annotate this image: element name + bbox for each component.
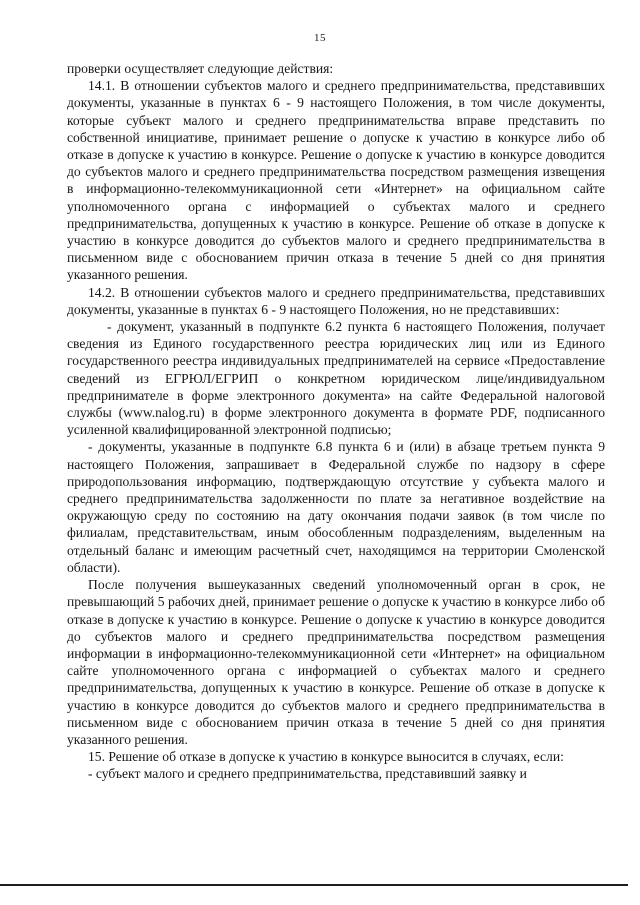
paragraph-intro: проверки осуществляет следующие действия: — [67, 61, 334, 76]
paragraph-14-2: 14.2. В отношении субъектов малого и среднего предпринимательства, представивших документы, указанные в пунктах 6 - 9 настоящего Положения, но не представивших: — [67, 284, 605, 317]
page-number: 15 — [314, 32, 326, 44]
paragraph-14-1: 14.1. В отношении субъектов малого и среднего предпринимательства, представивших документы, указанные в пунктах 6 - 9 настоящего Положения, в том числе документы, которые субъект малого и среднего предпринимательства вправе представить по собственной инициативе, принимает решение о допуске к участию в конкурсе либо об отказе в допуске к участию в конкурсе. Решение о допуске к участию в конкурсе доводится до субъектов малого и среднего предпринимательства посредством размещения извещения в информационно-телекоммуникационной сети «Интернет» на официальном сайте уполномоченного органа с информацией о субъектах малого и среднего предпринимательства, допущенных к участию в конкурсе. Решение об отказе в допуске к участию в конкурсе доводится до субъектов малого и среднего предпринимательства в письменном виде с обоснованием причин отказа в течение 5 дней со дня принятия указанного решения. — [67, 78, 605, 283]
list-item-subject: - субъект малого и среднего предпринимательства, представивший заявку и — [88, 766, 527, 782]
bottom-divider — [0, 884, 628, 886]
list-item-egrul: - документ, указанный в подпункте 6.2 пункта 6 настоящего Положения, получает сведения из Единого государственного реестра юридических лиц или из Единого государственного реестра индивидуальных предпринимателей на сервисе «Предоставление сведений из ЕГРЮЛ/ЕГРИП о конкретном юридическом лице/индивидуальном предпринимателе в форме электронного документа» на сайте Федеральной налоговой службы (www.nalog.ru) в форме электронного документа в формате PDF, подписанного усиленной квалифицированной электронной подписью; — [67, 319, 605, 438]
paragraph-15: 15. Решение об отказе в допуске к участию в конкурсе выносится в случаях, если: — [88, 749, 564, 765]
document-body — [67, 60, 605, 783]
paragraph-after-receipt: После получения вышеуказанных сведений уполномоченный орган в срок, не превышающий 5 рабочих дней, принимает решение о допуске к участию в конкурсе либо об отказе в допуске к участию в конкурсе. Решение о допуске к участию в конкурсе доводится до субъектов малого и среднего предпринимательства посредством размещения информации в информационно-телекоммуникационной сети «Интернет» на официальном сайте уполномоченного органа с информацией о субъектах малого и среднего предпринимательства, допущенных к участию в конкурсе. Решение об отказе в допуске к участию в конкурсе доводится до субъектов малого и среднего предпринимательства в письменном виде с обоснованием причин отказа в течение 5 дней со дня принятия указанного решения. — [67, 577, 605, 747]
list-item-rosprirodnadzor: - документы, указанные в подпункте 6.8 пункта 6 и (или) в абзаце третьем пункта 9 настоящего Положения, запрашивает в Федеральной службе по надзору в сфере природопользования информацию, подтверждающую отсутствие у субъекта малого и среднего предпринимательства задолженности по плате за негативное воздействие на окружающую среду по состоянию на дату окончания подачи заявок (в том числе по филиалам, представительствам, иным обособленным подразделениям, выделенным на отдельный баланс и имеющим расчетный счет, находящимся на территории Смоленской области). — [67, 439, 605, 575]
